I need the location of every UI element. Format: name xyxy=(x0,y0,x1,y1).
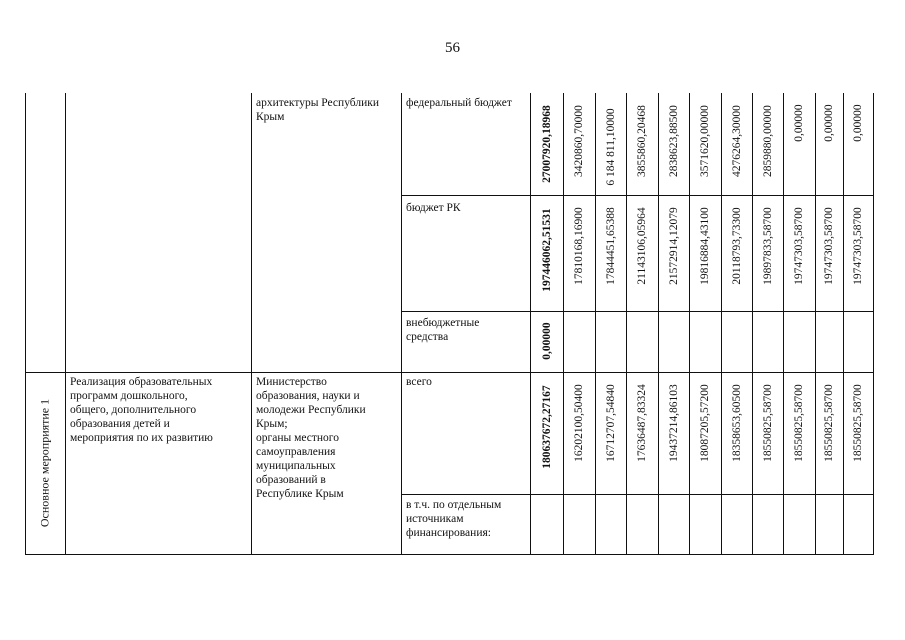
source-label-by-source: в т.ч. по отдельным источникам финансирования: xyxy=(406,499,502,539)
year-value: 20118793,73300 xyxy=(730,207,743,285)
year-value: 19747303,58700 xyxy=(823,207,835,286)
year-value: 0,00000 xyxy=(793,104,805,142)
source-label-extrabudget: внебюджетные средства xyxy=(406,317,480,343)
year-value: 21572914,12079 xyxy=(667,207,680,286)
financing-table xyxy=(25,93,874,555)
year-value: 19747303,58700 xyxy=(793,207,805,286)
executor-ministry: Министерство образования, науки и молодежи Республики Крым; органы местного самоуправления муниципальных образований в Республике Крым xyxy=(256,376,366,500)
year-value: 17844451,65388 xyxy=(604,207,617,286)
year-value: 19747303,58700 xyxy=(852,207,864,286)
year-value: 18087205,57200 xyxy=(699,384,711,463)
year-value: 0,00000 xyxy=(823,104,835,142)
year-value: 18550825,58700 xyxy=(852,384,864,463)
year-value: 3855860,20468 xyxy=(636,105,648,178)
page-number: 56 xyxy=(445,40,460,56)
year-value: 2838623,88500 xyxy=(667,105,680,178)
year-value: 2859880,00000 xyxy=(761,105,774,178)
total-value: 180637672,27167 xyxy=(540,384,553,469)
year-value: 4276264,30000 xyxy=(730,105,743,178)
year-value: 18358653,60500 xyxy=(730,384,743,463)
year-value: 16712707,54840 xyxy=(604,384,617,463)
year-value: 18550825,58700 xyxy=(793,384,805,463)
year-value: 18550825,58700 xyxy=(761,384,774,463)
year-value: 17636487,83324 xyxy=(636,384,648,463)
year-value: 16202100,50400 xyxy=(573,384,585,463)
executor-continued: архитектуры Республики Крым xyxy=(256,97,379,123)
source-label-rk: бюджет РК xyxy=(406,202,461,214)
year-value: 19437214,86103 xyxy=(667,384,680,463)
year-value: 21143106,05964 xyxy=(636,207,648,285)
year-value: 17810168,16900 xyxy=(573,207,585,286)
total-value: 197446062,51531 xyxy=(540,207,553,292)
year-value: 6 184 811,10000 xyxy=(604,107,617,186)
year-value: 19897833,58700 xyxy=(761,207,774,286)
measure-name: Реализация образовательных программ дошкольного, общего, дополнительного образования детей и мероприятия по их развитию xyxy=(70,376,213,444)
year-value: 18550825,58700 xyxy=(823,384,835,463)
source-label-total: всего xyxy=(406,376,432,388)
status-label: Основное мероприятие 1 xyxy=(37,398,52,528)
year-value: 19816884,43100 xyxy=(699,207,711,286)
year-value: 3420860,70000 xyxy=(573,105,585,178)
total-value: 27007920,18968 xyxy=(540,105,553,184)
source-label-federal: федеральный бюджет xyxy=(406,97,512,109)
year-value: 0,00000 xyxy=(852,104,864,142)
total-value: 0,00000 xyxy=(540,322,553,360)
year-value: 3571620,00000 xyxy=(699,105,711,178)
